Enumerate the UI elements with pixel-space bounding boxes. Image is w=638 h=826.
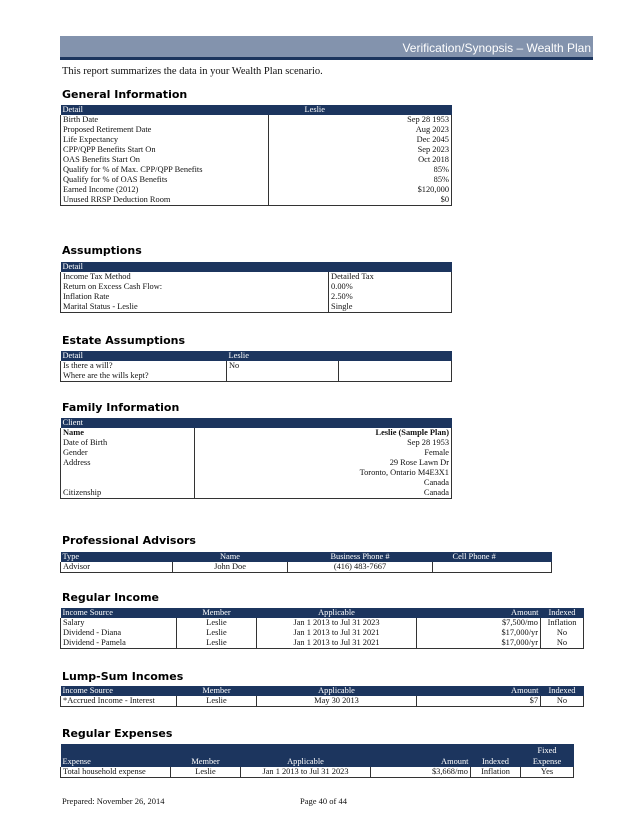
row-value: Aug 2023 — [269, 125, 452, 135]
row-value: 29 Rose Lawn Dr — [194, 458, 451, 468]
row-label: Birth Date — [61, 115, 269, 125]
row-label: Inflation Rate — [61, 292, 329, 302]
col-amount: Amount — [417, 686, 541, 696]
row-value — [227, 371, 339, 382]
col-expense: Expense — [61, 744, 171, 767]
intro-text: This report summarizes the data in your Wealth Plan scenario. — [62, 66, 323, 77]
amount: $17,000/yr — [417, 628, 541, 638]
col-member: Member — [177, 608, 257, 618]
row-value: 85% — [269, 165, 452, 175]
table-row — [61, 562, 552, 573]
table-row — [61, 302, 452, 313]
table-row — [61, 282, 452, 292]
indexed: No — [541, 628, 584, 638]
row-label: Address — [61, 458, 195, 468]
col-fixed-line1: Fixed — [537, 746, 557, 755]
applicable: Jan 1 2013 to Jul 31 2023 — [241, 767, 371, 778]
col-empty — [339, 351, 452, 361]
applicable: Jan 1 2013 to Jul 31 2021 — [257, 628, 417, 638]
row-label: Citizenship — [61, 488, 195, 499]
table-row — [61, 165, 452, 175]
row-label: Life Expectancy — [61, 135, 269, 145]
advisor-name: John Doe — [173, 562, 288, 573]
indexed: Inflation — [471, 767, 521, 778]
row-value: Toronto, Ontario M4E3X1 — [194, 468, 451, 478]
table-row — [61, 428, 452, 438]
lump-sum-table — [60, 686, 584, 707]
row-label: Qualify for % of OAS Benefits — [61, 175, 269, 185]
col-applicable: Applicable — [257, 608, 417, 618]
estate-table — [60, 351, 452, 382]
row-value: Canada — [194, 488, 451, 499]
banner-title: Verification/Synopsis – Wealth Plan — [402, 41, 591, 55]
table-row — [61, 696, 584, 707]
indexed: No — [541, 638, 584, 649]
col-income-source: Income Source — [61, 686, 177, 696]
row-value: Sep 2023 — [269, 145, 452, 155]
income-source: *Accrued Income - Interest — [61, 696, 177, 707]
row-label: Proposed Retirement Date — [61, 125, 269, 135]
fixed-expense: Yes — [521, 767, 574, 778]
row-label — [61, 478, 195, 488]
col-indexed: Indexed — [471, 744, 521, 767]
col-detail: Detail — [61, 351, 227, 361]
general-heading: General Information — [62, 88, 188, 101]
table-row — [61, 272, 452, 282]
estate-heading: Estate Assumptions — [62, 334, 186, 347]
row-label: Income Tax Method — [61, 272, 329, 282]
col-cell-phone: Cell Phone # — [433, 552, 552, 562]
empty-cell — [339, 371, 452, 382]
col-amount: Amount — [371, 744, 471, 767]
empty-cell — [339, 361, 452, 371]
col-detail: Detail — [61, 262, 452, 272]
member: Leslie — [177, 618, 257, 628]
table-row — [61, 468, 452, 478]
col-fixed-expense — [521, 744, 574, 767]
col-member: Member — [177, 686, 257, 696]
table-row — [61, 115, 452, 125]
income-source: Dividend - Pamela — [61, 638, 177, 649]
row-value: 0.00% — [329, 282, 452, 292]
row-value: 2.50% — [329, 292, 452, 302]
table-row — [61, 155, 452, 165]
table-row — [61, 135, 452, 145]
table-row — [61, 478, 452, 488]
col-indexed: Indexed — [541, 686, 584, 696]
col-client: Client — [61, 418, 452, 428]
col-applicable: Applicable — [241, 744, 371, 767]
indexed: Inflation — [541, 618, 584, 628]
family-heading: Family Information — [62, 401, 180, 414]
row-value: Female — [194, 448, 451, 458]
amount: $7 — [417, 696, 541, 707]
row-label: Name — [61, 428, 195, 438]
row-label: Return on Excess Cash Flow: — [61, 282, 329, 292]
family-table — [60, 418, 452, 499]
row-value: Detailed Tax — [329, 272, 452, 282]
col-client: Leslie — [227, 351, 339, 361]
row-value: Sep 28 1953 — [194, 438, 451, 448]
table-row — [61, 125, 452, 135]
table-row — [61, 195, 452, 206]
assumptions-heading: Assumptions — [62, 244, 142, 257]
applicable: Jan 1 2013 to Jul 31 2023 — [257, 618, 417, 628]
table-row — [61, 767, 574, 778]
row-label: OAS Benefits Start On — [61, 155, 269, 165]
income-source: Salary — [61, 618, 177, 628]
general-table — [60, 105, 452, 206]
row-label: Where are the wills kept? — [61, 371, 227, 382]
row-label: Qualify for % of Max. CPP/QPP Benefits — [61, 165, 269, 175]
table-row — [61, 488, 452, 499]
row-label — [61, 468, 195, 478]
row-value: Single — [329, 302, 452, 313]
member: Leslie — [171, 767, 241, 778]
row-label: Date of Birth — [61, 438, 195, 448]
table-row — [61, 371, 452, 382]
member: Leslie — [177, 628, 257, 638]
table-row — [61, 361, 452, 371]
amount: $17,000/yr — [417, 638, 541, 649]
regular-income-table — [60, 608, 584, 649]
col-member: Member — [171, 744, 241, 767]
table-row — [61, 618, 584, 628]
col-detail: Detail — [61, 105, 269, 115]
assumptions-table — [60, 262, 452, 313]
col-fixed-line2: Expense — [532, 757, 562, 766]
regular-income-heading: Regular Income — [62, 591, 160, 604]
row-value: No — [227, 361, 339, 371]
col-applicable: Applicable — [257, 686, 417, 696]
footer-prepared: Prepared: November 26, 2014 — [62, 796, 165, 806]
col-client: Leslie — [269, 105, 452, 115]
amount: $3,668/mo — [371, 767, 471, 778]
row-value: Dec 2045 — [269, 135, 452, 145]
row-label: Gender — [61, 448, 195, 458]
row-label: Marital Status - Leslie — [61, 302, 329, 313]
table-row — [61, 145, 452, 155]
income-source: Dividend - Diana — [61, 628, 177, 638]
table-row — [61, 175, 452, 185]
col-name: Name — [173, 552, 288, 562]
col-type: Type — [61, 552, 173, 562]
footer-page-number: Page 40 of 44 — [300, 796, 347, 806]
table-row — [61, 448, 452, 458]
member: Leslie — [177, 638, 257, 649]
row-value: Sep 28 1953 — [269, 115, 452, 125]
expense: Total household expense — [61, 767, 171, 778]
advisors-table — [60, 552, 552, 573]
expenses-heading: Regular Expenses — [62, 727, 173, 740]
report-banner — [60, 36, 593, 60]
row-label: Earned Income (2012) — [61, 185, 269, 195]
table-row — [61, 638, 584, 649]
table-row — [61, 185, 452, 195]
row-value: Leslie (Sample Plan) — [194, 428, 451, 438]
col-income-source: Income Source — [61, 608, 177, 618]
indexed: No — [541, 696, 584, 707]
applicable: May 30 2013 — [257, 696, 417, 707]
table-row — [61, 438, 452, 448]
member: Leslie — [177, 696, 257, 707]
row-label: CPP/QPP Benefits Start On — [61, 145, 269, 155]
table-row — [61, 458, 452, 468]
advisors-heading: Professional Advisors — [62, 534, 196, 547]
row-value: Canada — [194, 478, 451, 488]
row-value: $0 — [269, 195, 452, 206]
table-row — [61, 628, 584, 638]
col-indexed: Indexed — [541, 608, 584, 618]
business-phone: (416) 483-7667 — [288, 562, 433, 573]
col-amount: Amount — [417, 608, 541, 618]
row-value: 85% — [269, 175, 452, 185]
applicable: Jan 1 2013 to Jul 31 2021 — [257, 638, 417, 649]
amount: $7,500/mo — [417, 618, 541, 628]
row-label: Unused RRSP Deduction Room — [61, 195, 269, 206]
row-value: $120,000 — [269, 185, 452, 195]
table-row — [61, 292, 452, 302]
col-business-phone: Business Phone # — [288, 552, 433, 562]
advisor-type: Advisor — [61, 562, 173, 573]
lump-sum-heading: Lump-Sum Incomes — [62, 670, 184, 683]
row-label: Is there a will? — [61, 361, 227, 371]
expenses-table — [60, 744, 574, 778]
cell-phone — [433, 562, 552, 573]
row-value: Oct 2018 — [269, 155, 452, 165]
